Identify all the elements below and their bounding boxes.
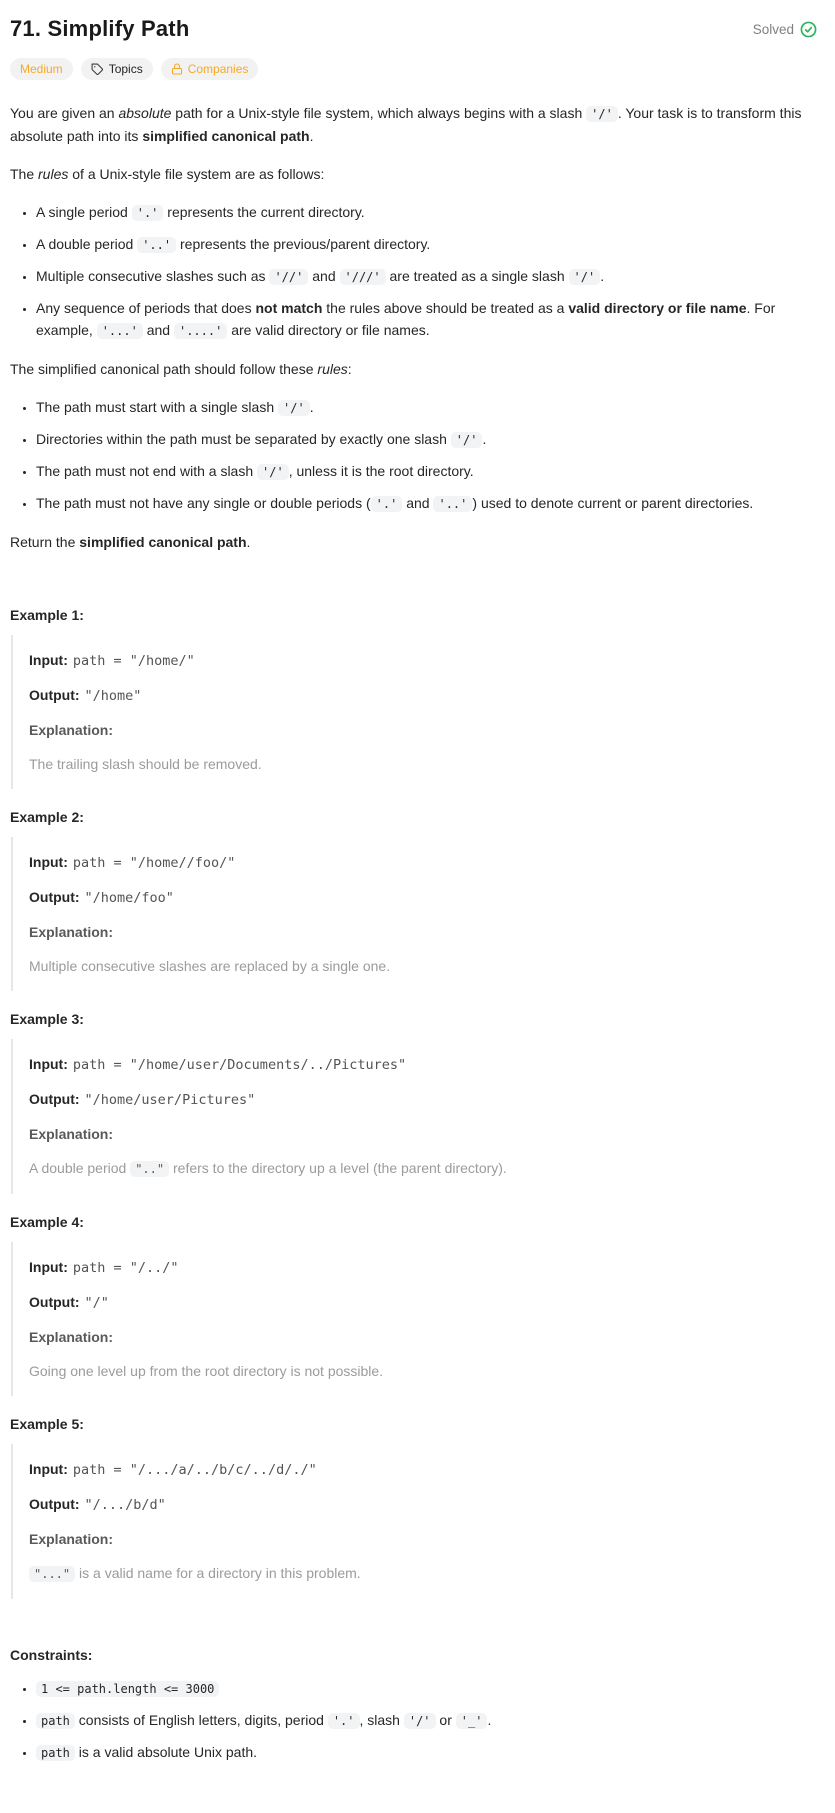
text: and	[142, 322, 174, 338]
italic-text: rules	[317, 361, 348, 377]
example-input-line	[29, 1256, 817, 1279]
input-label: Input:	[29, 854, 68, 870]
topics-button[interactable]	[81, 58, 153, 80]
inline-code-chip: '/'	[451, 432, 483, 448]
explanation-label: Explanation:	[29, 722, 114, 738]
text: refers to the directory up a level (the parent directory).	[169, 1160, 507, 1176]
text: .	[246, 534, 251, 550]
text: represents the current directory.	[163, 204, 365, 220]
constraint-item	[36, 1677, 817, 1700]
example-output: "/.../b/d"	[84, 1497, 166, 1513]
inline-code-chip: '//'	[269, 269, 308, 285]
canonical-rules-intro	[10, 358, 817, 380]
example-explanation-label-line	[29, 1123, 817, 1145]
bold-text: simplified canonical path	[79, 534, 247, 550]
solved-status	[753, 21, 817, 38]
example-output-line	[29, 1088, 817, 1111]
inline-code-chip: '/'	[404, 1713, 436, 1729]
explanation-label: Explanation:	[29, 1126, 114, 1142]
output-label: Output:	[29, 1294, 80, 1310]
companies-label: Companies	[187, 62, 249, 76]
example-explanation	[29, 1157, 817, 1180]
inline-code-chip: '.'	[132, 205, 164, 221]
text: . For example,	[36, 300, 776, 338]
rules-intro-paragraph	[10, 163, 817, 185]
header	[10, 16, 817, 42]
italic-text: absolute	[118, 105, 172, 121]
explanation-label: Explanation:	[29, 1329, 114, 1345]
example-heading: Example 4:	[10, 1214, 84, 1230]
output-label: Output:	[29, 687, 80, 703]
text: , unless it is the root directory.	[288, 463, 474, 479]
text: and	[402, 495, 434, 511]
rule-item	[36, 428, 817, 451]
rule-item	[36, 396, 817, 419]
text: is a valid absolute Unix path.	[74, 1744, 258, 1760]
example-explanation-label-line	[29, 1326, 817, 1348]
input-label: Input:	[29, 1056, 68, 1072]
text: ) used to denote current or parent directories.	[472, 495, 754, 511]
difficulty-label: Medium	[20, 62, 63, 76]
text: :	[347, 361, 352, 377]
example-explanation	[29, 1562, 817, 1585]
rule-item	[36, 492, 817, 515]
inline-code-chip: '///'	[340, 269, 386, 285]
example-input-line	[29, 1458, 817, 1481]
explanation-label: Explanation:	[29, 1531, 114, 1547]
text: consists of English letters, digits, period	[74, 1712, 328, 1728]
example-explanation-label-line	[29, 719, 817, 741]
text: the rules above should be treated as a	[322, 300, 569, 316]
text: and	[308, 268, 340, 284]
inline-code-chip: '..'	[433, 496, 472, 512]
inline-code-chip: ".."	[130, 1161, 169, 1177]
example-heading: Example 2:	[10, 809, 84, 825]
bold-text: simplified canonical path	[142, 128, 310, 144]
example-block	[11, 635, 817, 789]
example-output: "/"	[84, 1295, 109, 1311]
example-block	[11, 1444, 817, 1599]
text: The path must not end with a slash	[36, 463, 258, 479]
example-explanation-label-line	[29, 1528, 817, 1550]
text: Multiple consecutive slashes such as	[36, 268, 270, 284]
example-output: "/home/user/Pictures"	[84, 1092, 256, 1108]
rule-item	[36, 460, 817, 483]
inline-code-chip: '.'	[371, 496, 403, 512]
text: of a Unix-style file system are as follows:	[68, 166, 325, 182]
text: A double period	[36, 236, 138, 252]
example-explanation	[29, 955, 817, 977]
text: .	[482, 431, 487, 447]
return-paragraph	[10, 531, 817, 553]
output-label: Output:	[29, 1091, 80, 1107]
text: or	[435, 1712, 456, 1728]
explanation-label: Explanation:	[29, 924, 114, 940]
text: Multiple consecutive slashes are replaced by a single one.	[29, 958, 391, 974]
text: is a valid name for a directory in this problem.	[75, 1565, 361, 1581]
constraints-heading: Constraints:	[10, 1647, 93, 1663]
example-heading: Example 5:	[10, 1416, 84, 1432]
difficulty-badge[interactable]	[10, 58, 73, 80]
examples-section	[10, 607, 817, 1599]
text: represents the previous/parent directory.	[176, 236, 431, 252]
example-block	[11, 1242, 817, 1396]
intro-paragraph	[10, 102, 817, 147]
constraints-section	[10, 1647, 817, 1764]
inline-code-chip: path	[36, 1713, 75, 1729]
text: .	[487, 1712, 492, 1728]
text: .	[309, 399, 314, 415]
tag-icon	[91, 63, 104, 76]
inline-code-chip: '.'	[328, 1713, 360, 1729]
text: A double period	[29, 1160, 131, 1176]
canonical-rules-list	[10, 396, 817, 515]
text: The simplified canonical path should follow these	[10, 361, 318, 377]
example-explanation-label-line	[29, 921, 817, 943]
text: Any sequence of periods that does	[36, 300, 256, 316]
filesystem-rules-list	[10, 201, 817, 342]
input-label: Input:	[29, 1259, 68, 1275]
example-explanation	[29, 753, 817, 775]
output-label: Output:	[29, 1496, 80, 1512]
text: .	[309, 128, 314, 144]
input-label: Input:	[29, 652, 68, 668]
inline-code-chip: '...'	[97, 323, 143, 339]
inline-code-chip: path	[36, 1745, 75, 1761]
text: The trailing slash should be removed.	[29, 756, 262, 772]
text: The path must start with a single slash	[36, 399, 278, 415]
example-input-line	[29, 1053, 817, 1076]
solved-check-icon	[800, 21, 817, 38]
example-explanation	[29, 1360, 817, 1382]
example-input-line	[29, 851, 817, 874]
badge-row	[10, 58, 817, 80]
page-title: 71. Simplify Path	[10, 16, 190, 41]
text: Directories within the path must be separated by exactly one slash	[36, 431, 451, 447]
constraints-list	[10, 1677, 817, 1764]
example-heading: Example 1:	[10, 607, 84, 623]
example-block	[11, 837, 817, 991]
inline-code-chip: "..."	[29, 1566, 75, 1582]
example-output-line	[29, 886, 817, 909]
solved-label: Solved	[752, 21, 794, 37]
text: The	[10, 166, 39, 182]
inline-code-chip: '/'	[257, 464, 289, 480]
inline-code-chip: '_'	[456, 1713, 488, 1729]
text: . Your task is to transform this absolute path into its	[10, 105, 802, 144]
constraint-item	[36, 1709, 817, 1732]
text: A single period	[36, 204, 132, 220]
text: are valid directory or file names.	[227, 322, 430, 338]
text: The path must not have any single or double periods (	[36, 495, 371, 511]
rule-item	[36, 265, 817, 288]
rule-item	[36, 233, 817, 256]
text: , slash	[359, 1712, 404, 1728]
bold-text: not match	[255, 300, 323, 316]
example-block	[11, 1039, 817, 1194]
rule-item	[36, 201, 817, 224]
text: path for a Unix-style file system, which always begins with a slash	[171, 105, 587, 121]
text: .	[600, 268, 605, 284]
lock-icon	[171, 63, 183, 75]
example-input: path = "/.../a/../b/c/../d/./"	[72, 1462, 317, 1478]
rule-item	[36, 297, 817, 342]
example-output-line	[29, 1493, 817, 1516]
topics-label: Topics	[108, 62, 143, 76]
text: are treated as a single slash	[385, 268, 569, 284]
constraint-item	[36, 1741, 817, 1764]
inline-code-chip: '/'	[278, 400, 310, 416]
input-label: Input:	[29, 1461, 68, 1477]
problem-description	[10, 102, 817, 553]
section-spacer	[10, 1599, 817, 1629]
example-input: path = "/home/"	[72, 653, 195, 669]
example-output: "/home/foo"	[84, 890, 174, 906]
inline-code-chip: '..'	[137, 237, 176, 253]
inline-code-chip: '/'	[569, 269, 601, 285]
bold-text: valid directory or file name	[568, 300, 747, 316]
example-input: path = "/home//foo/"	[72, 855, 236, 871]
text: You are given an	[10, 105, 119, 121]
example-output-line	[29, 684, 817, 707]
inline-code-chip: 1 <= path.length <= 3000	[36, 1681, 219, 1697]
inline-code-chip: '/'	[586, 106, 618, 122]
example-input-line	[29, 649, 817, 672]
example-input: path = "/../"	[72, 1260, 179, 1276]
inline-code-chip: '....'	[174, 323, 227, 339]
italic-text: rules	[38, 166, 69, 182]
text: Going one level up from the root directory is not possible.	[29, 1363, 384, 1379]
companies-button[interactable]	[161, 58, 259, 80]
output-label: Output:	[29, 889, 80, 905]
text: Return the	[10, 534, 80, 550]
section-spacer	[10, 569, 817, 607]
example-output-line	[29, 1291, 817, 1314]
example-input: path = "/home/user/Documents/../Pictures"	[72, 1057, 407, 1073]
example-output: "/home"	[84, 688, 142, 704]
example-heading: Example 3:	[10, 1011, 84, 1027]
